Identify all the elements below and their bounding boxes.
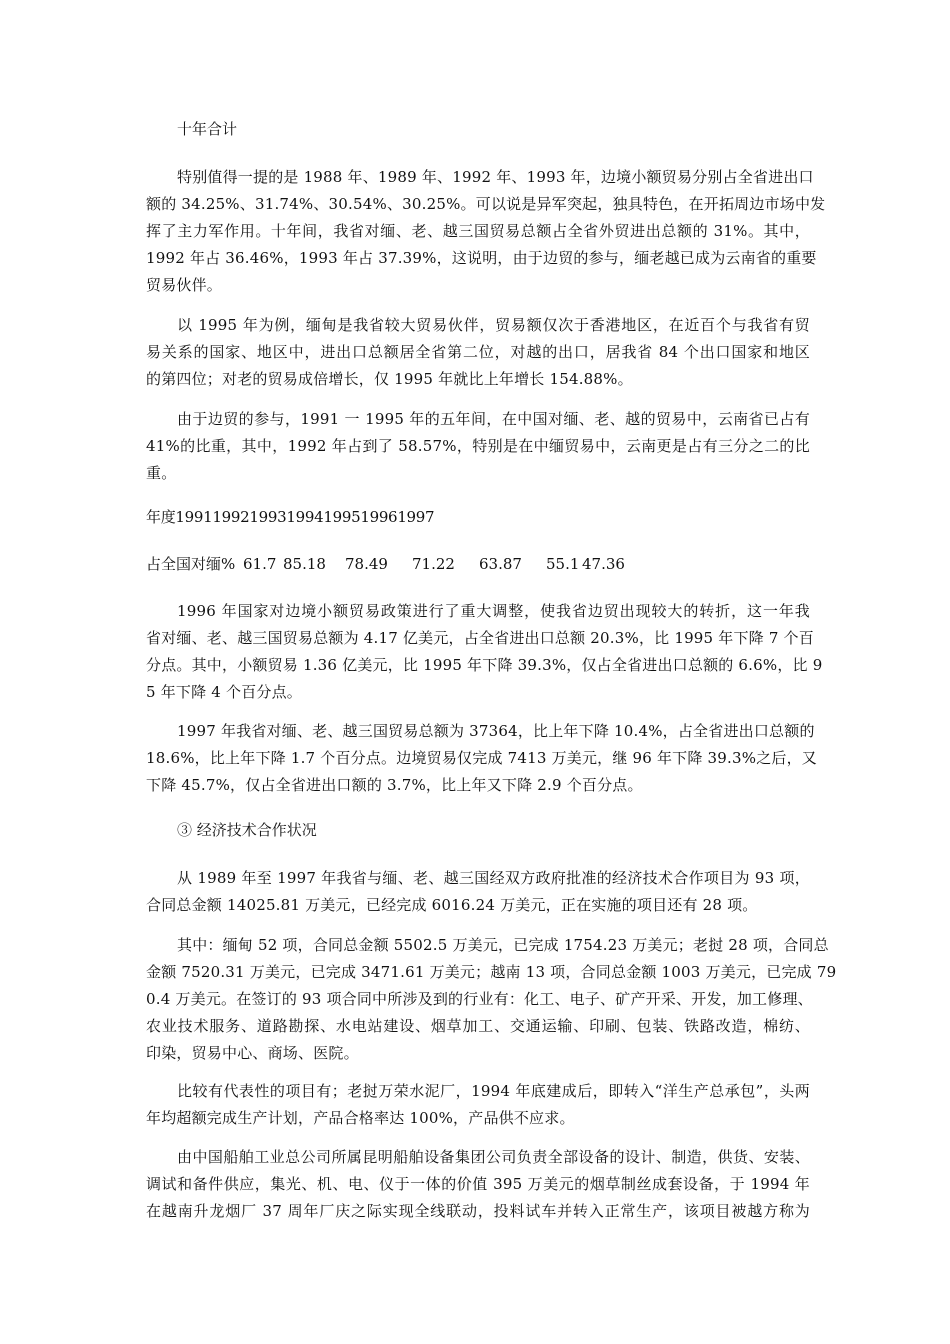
text-line: 合同总金额 14025.81 万美元，已经完成 6016.24 万美元，正在实施的项目还有 28 项。 xyxy=(146,896,758,914)
text-line: 以 1995 年为例，缅甸是我省较大贸易伙伴，贸易额仅次于香港地区，在近百个与我省有贸 xyxy=(177,316,810,334)
text-line: 比较有代表性的项目有；老挝万荣水泥厂，1994 年底建成后，即转入“洋生产总承包”，头两 xyxy=(177,1082,810,1100)
table-share-cell: 63.87 xyxy=(479,555,522,573)
paragraph-border-trade-share xyxy=(146,164,826,299)
text-line: 下降 45.7%，仅占全省进出口额的 3.7%，比上年又下降 2.9 个百分点。 xyxy=(146,776,643,794)
table-share-cell: 55.1 xyxy=(546,555,580,573)
text-line: 易关系的国家、地区中，进出口总额居全省第二位，对越的出口，居我省 84 个出口国家和地区 xyxy=(146,343,810,361)
text-line: 贸易伙伴。 xyxy=(146,276,223,294)
paragraph-project-breakdown xyxy=(146,932,837,1067)
text-line: 印染，贸易中心、商场、医院。 xyxy=(146,1044,359,1062)
text-line: 农业技术服务、道路勘探、水电站建设、烟草加工、交通运输、印刷、包装、铁路改造，棉纺、 xyxy=(146,1017,810,1035)
table-year-cell: 1997 xyxy=(397,508,435,526)
table-year-cell: 1991 xyxy=(175,508,213,526)
text-line: 年均超额完成生产计划，产品合格率达 100%，产品供不应求。 xyxy=(146,1109,575,1127)
table-share-cell: 71.22 xyxy=(412,555,455,573)
text-line: 分点。其中，小额贸易 1.36 亿美元，比 1995 年下降 39.3%，仅占全省进出口总额的 6.6%，比 9 xyxy=(146,656,823,674)
table-share-row xyxy=(146,551,625,578)
section-title-economic-cooperation: ③ 经济技术合作状况 xyxy=(177,821,317,839)
text-line: 从 1989 年至 1997 年我省与缅、老、越三国经双方政府批准的经济技术合作项目为 93 项， xyxy=(177,869,810,887)
text-line: 1992 年占 36.46%，1993 年占 37.39%，这说明，由于边贸的参与，缅老越已成为云南省的重要 xyxy=(146,249,817,267)
text-line: 调试和备件供应，集光、机、电、仪于一体的价值 395 万美元的烟草制丝成套设备，于 1994 年 xyxy=(146,1175,810,1193)
text-line: 省对缅、老、越三国贸易总额为 4.17 亿美元，占全省进出口总额 20.3%，比 1995 年下降 7 个百 xyxy=(146,629,814,647)
paragraph-cooperation-projects xyxy=(146,865,810,919)
table-year-cell: 1994 xyxy=(286,508,324,526)
text-line: 由中国船舶工业总公司所属昆明船舶设备集团公司负责全部设备的设计、制造，供货、安装、 xyxy=(177,1148,810,1166)
table-year-cell: 1996 xyxy=(360,508,398,526)
text-line: 其中：缅甸 52 项，合同总金额 5502.5 万美元，已完成 1754.23 万美元；老挝 28 项，合同总 xyxy=(177,936,829,954)
text-line: 1996 年国家对边境小额贸易政策进行了重大调整，使我省边贸出现较大的转折，这一年我 xyxy=(177,602,810,620)
text-line: 41%的比重，其中，1992 年占到了 58.57%，特别是在中缅贸易中，云南更是占有三分之二的比 xyxy=(146,437,810,455)
paragraph-five-year-share xyxy=(146,406,810,487)
paragraph-1995-example xyxy=(146,312,810,393)
table-year-cell: 1993 xyxy=(249,508,287,526)
text-line: 特别值得一提的是 1988 年、1989 年、1992 年、1993 年，边境小额贸易分别占全省进出口 xyxy=(177,168,814,186)
table-year-row xyxy=(146,504,434,531)
paragraph-1997-trade xyxy=(146,718,817,799)
text-line: 挥了主力军作用。十年间，我省对缅、老、越三国贸易总额占全省外贸进出总额的 31%。其中， xyxy=(146,222,810,240)
table-share-cell: 85.18 xyxy=(283,555,326,573)
text-line: 18.6%，比上年下降 1.7 个百分点。边境贸易仅完成 7413 万美元，继 96 年下降 39.3%之后，又 xyxy=(146,749,817,767)
text-line: 由于边贸的参与，1991 一 1995 年的五年间，在中国对缅、老、越的贸易中，云南省已占有 xyxy=(177,410,810,428)
text-line: 重。 xyxy=(146,464,177,482)
table-year-label: 年度 xyxy=(146,508,176,526)
paragraph-1996-policy xyxy=(146,598,823,706)
table-share-label: 占全国对缅% xyxy=(146,555,236,573)
table-share-cell: 78.49 xyxy=(345,555,388,573)
table-year-cell: 1992 xyxy=(212,508,250,526)
text-line: 金额 7520.31 万美元，已完成 3471.61 万美元；越南 13 项，合同总金额 1003 万美元，已完成 79 xyxy=(146,963,837,981)
paragraph-representative-projects xyxy=(146,1078,810,1132)
paragraph-tobacco-equipment xyxy=(146,1144,810,1225)
text-line: 5 年下降 4 个百分点。 xyxy=(146,683,302,701)
text-line: 0.4 万美元。在签订的 93 项合同中所涉及到的行业有：化工、电子、矿产开采、开发，加工修理、 xyxy=(146,990,813,1008)
text-line: 的第四位；对老的贸易成倍增长，仅 1995 年就比上年增长 154.88%。 xyxy=(146,370,633,388)
table-share-cell: 61.7 xyxy=(243,555,277,573)
table-share-cell: 47.36 xyxy=(582,555,625,573)
heading-ten-year-total: 十年合计 xyxy=(177,120,238,138)
table-year-cell: 1995 xyxy=(323,508,361,526)
text-line: 额的 34.25%、31.74%、30.54%、30.25%。可以说是异军突起，独具特色，在开拓周边市场中发 xyxy=(146,195,826,213)
text-line: 1997 年我省对缅、老、越三国贸易总额为 37364，比上年下降 10.4%，占全省进出口总额的 xyxy=(177,722,815,740)
text-line: 在越南升龙烟厂 37 周年厂庆之际实现全线联动，投料试车并转入正常生产，该项目被越方称为 xyxy=(146,1202,810,1220)
